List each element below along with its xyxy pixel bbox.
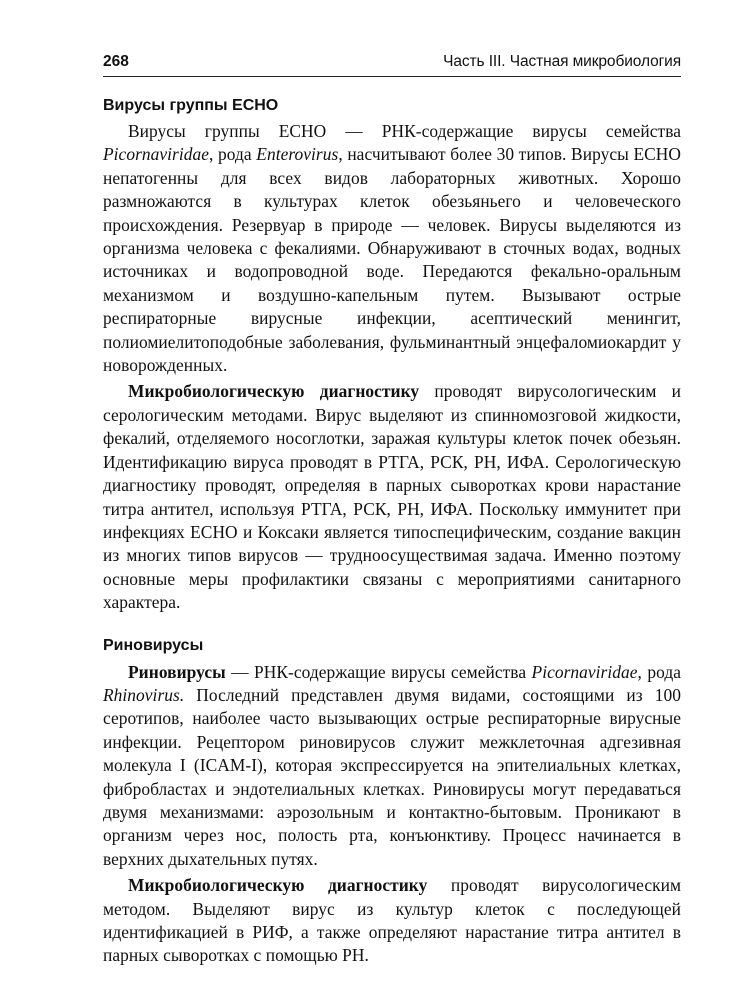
taxon-family-name: Picornaviridae	[103, 144, 209, 165]
taxon-family-name: Picornaviridae	[531, 661, 638, 682]
taxon-genus-name: Rhinovirus.	[103, 684, 185, 705]
book-page	[103, 52, 681, 968]
term-rhinoviruses: Риновирусы	[128, 661, 226, 682]
paragraph-echo-description: Вирусы группы ECHO — РНК-содержащие вирусы семейства Picornaviridae, рода Enterovirus, насчитывают более 30 типов. Вирусы ECHO непатогенны для всех видов лабораторных животных. Хорошо размножаются в культурах клеток обезьяньего и человеческого происхождения. Резервуар в природе — человек. Вирусы выделяются из организма человека с фекалиями. Обнаруживают в сточных водах, водных источниках и водопроводной воде. Передаются фекально-оральным механизмом и воздушно-капельным путем. Вызывают острые респираторные вирусные инфекции, асептический менингит, полиомиелитоподобные заболевания, фульминантный энцефаломиокардит у новорожденных.	[103, 121, 681, 376]
page-number: 268	[103, 53, 129, 70]
taxon-genus-name: Enterovirus	[256, 144, 339, 165]
term-diagnostics: Микробиологическую диагностику	[128, 381, 420, 402]
paragraph-rhinovirus-diagnostics: Микробиологическую диагностику проводят вирусологическим методом. Выделяют вирус из культур клеток с последующей идентификацией в РИФ, а также определяют нарастание титра антител в парных сыворотках с помощью РН.	[103, 875, 682, 966]
paragraph-echo-diagnostics: Микробиологическую диагностику проводят вирусологическим и серологическим методами. Вирус выделяют из спинномозговой жидкости, фекалий, отделяемого носоглотки, заражая культуры клеток почек обезьян. Идентификацию вируса проводят в РТГА, РСК, РН, ИФА. Серологическую диагностику проводят, определяя в парных сыворотках крови нарастание титра антител, используя РТГА, РСК, РН, ИФА. Поскольку иммунитет при инфекциях ECHO и Коксаки является типоспецифическим, создание вакцин из многих типов вирусов — трудноосуществимая задача. Именно поэтому основные меры профилактики связаны с мероприятиями санитарного характера.	[103, 381, 681, 613]
running-header	[103, 52, 681, 77]
section-heading-rhinoviruses: Риновирусы	[103, 636, 204, 654]
paragraph-rhinovirus-description: Риновирусы — РНК-содержащие вирусы семейства Picornaviridae, рода Rhinovirus. Последний представлен двумя видами, состоящими из 100 серотипов, наиболее часто вызывающих острые респираторные вирусные инфекции. Рецептором риновирусов служит межклеточная адгезивная молекула I (ICAM-I), которая экспрессируется на эпителиальных клетках, фибробластах и эндотелиальных клетках. Риновирусы могут передаваться двумя механизмами: аэрозольным и контактно-бытовым. Проникают в организм через нос, полость рта, конъюнктиву. Процесс начинается в верхних дыхательных путях.	[103, 661, 681, 869]
term-diagnostics: Микробиологическую диагностику	[128, 875, 428, 896]
section-heading-echo: Вирусы группы ECHO	[103, 97, 279, 114]
chapter-title: Часть III. Частная микробиология	[443, 53, 681, 70]
